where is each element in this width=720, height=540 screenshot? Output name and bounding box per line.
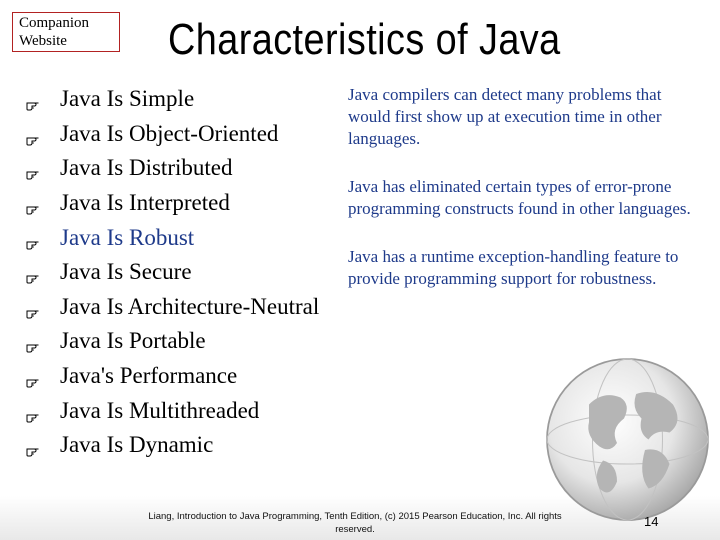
bullet-text: Java Is Simple [60,86,195,112]
pointing-hand-icon [26,334,40,348]
bullet-item [26,359,319,394]
pointing-hand-icon [26,265,40,279]
note-eliminated-constructs: Java has eliminated certain types of error-prone programming constructs found in other languages. [348,177,691,218]
bullet-text: Java Is Dynamic [60,432,214,458]
pointing-hand-icon [26,438,40,452]
bullet-item [26,82,319,117]
footer-citation: Liang, Introduction to Java Programming, Tenth Edition, (c) 2015 Pearson Education, Inc. All rights reserved. [148,511,562,535]
bullet-item [26,290,319,325]
bullet-text: Java Is Multithreaded [60,397,260,423]
globe-icon [540,352,715,527]
bullet-item [26,220,319,255]
robust-notes [348,84,698,316]
bullet-item [26,324,319,359]
pointing-hand-icon [26,127,40,141]
bullet-text: Java Is Portable [60,328,206,354]
note-compiler-detection: Java compilers can detect many problems that would first show up at execution time in other languages. [348,85,662,148]
pointing-hand-icon [26,231,40,245]
bullet-text: Java Is Secure [60,259,192,285]
pointing-hand-icon [26,404,40,418]
characteristics-list [26,82,319,463]
companion-website-label: Companion Website [19,15,89,49]
companion-website-box[interactable] [12,12,120,52]
pointing-hand-icon [26,161,40,175]
bullet-text: Java's Performance [60,363,238,389]
bullet-text: Java Is Robust [60,224,195,250]
pointing-hand-icon [26,92,40,106]
slide-title: Characteristics of Java [168,15,561,64]
bullet-item [26,186,319,221]
bullet-item [26,428,319,463]
bullet-item [26,255,319,290]
bullet-item [26,151,319,186]
bullet-text: Java Is Architecture-Neutral [60,293,320,319]
bullet-text: Java Is Interpreted [60,190,230,216]
bullet-item [26,393,319,428]
pointing-hand-icon [26,196,40,210]
page-number: 14 [644,514,659,529]
bullet-text: Java Is Object-Oriented [60,120,279,146]
pointing-hand-icon [26,369,40,383]
pointing-hand-icon [26,300,40,314]
bullet-text: Java Is Distributed [60,155,233,181]
bullet-item [26,117,319,152]
note-exception-handling: Java has a runtime exception-handling feature to provide programming support for robustness. [348,247,679,288]
